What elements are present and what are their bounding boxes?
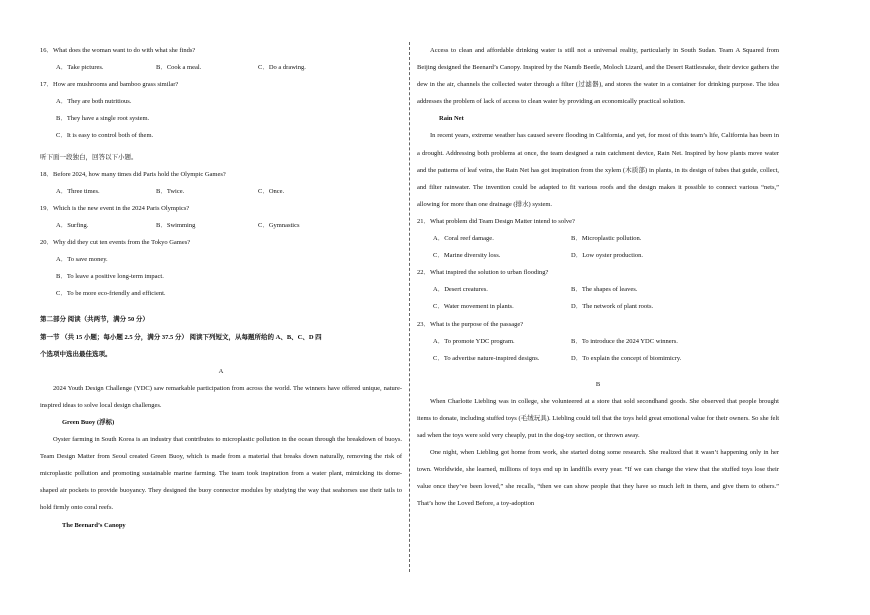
q21-options-ab <box>417 230 779 247</box>
q23-option-c: C．To advertise nature-inspired designs. <box>433 354 540 362</box>
q20-option-b: B．To leave a positive long-term impact. <box>56 273 164 281</box>
q17-option-c: C．It is easy to control both of them. <box>56 132 154 140</box>
q16-option-a: A．Take pictures. <box>56 64 104 72</box>
q16-stem: 16．What does the woman want to do with what she finds? <box>40 47 196 54</box>
q22-option-a: A．Desert creatures. <box>433 286 488 294</box>
q19-stem: 19．Which is the new event in the 2024 Paris Olympics? <box>40 204 190 212</box>
q19-option-c: C．Gymnastics <box>258 221 300 229</box>
passage-b-paragraph-2: One night, when Liebling got home from work, she started doing some research. She realized that it wasn’t happening only in her town. Worldwide, she learned, millions of toys end up in landfills every year. “If we can change the view that the stuffed toys lose their value once they’ve been loved,” she recalls, “then we can show people that they have so much left in them, and give them to others.” That’s how the Loved Before, a toy-adoption <box>417 449 779 508</box>
passage-a-intro: 2024 Youth Design Challenge (YDC) saw remarkable participation from across the world. The winners have offered unique, nature-inspired ideas to solve local design challenges. <box>40 384 402 409</box>
q20-option-a: A．To save money. <box>56 256 108 264</box>
q20-stem: 20．Why did they cut ten events from the Tokyo Games? <box>40 239 191 247</box>
q21-option-d: D．Low oyster production. <box>571 252 644 260</box>
q23-option-d: D．To explain the concept of biomimicry. <box>571 354 682 362</box>
q16-option-b: B．Cook a meal. <box>156 64 202 72</box>
listening-instruction: 听下面一段独白，回答以下小题。 <box>40 153 138 161</box>
q22-option-d: D．The network of plant roots. <box>571 303 654 311</box>
q22-option-b: B．The shapes of leaves. <box>571 286 638 294</box>
passage-b-label: B <box>595 380 601 388</box>
q23-option-a: A．To promote YDC program. <box>433 337 515 345</box>
q23-options-cd <box>417 350 779 367</box>
part2-title: 第二部分 阅读（共两节，满分 50 分） <box>40 316 149 324</box>
q22-stem: 22．What inspired the solution to urban flooding? <box>417 269 549 277</box>
beenard-canopy-text: Access to clean and affordable drinking water is still not a universal reality, particularly in South Sudan. Team A Squared from Beijing designed the Beenard’s Canopy. Inspired by the Namib Beetle, Moloch Lizard, and the Desert Rattlesnake, their device gathers the dew in the air, channels the collected water through a filter (过滤器), and stores the water in a container for drinking purpose. The idea addresses the problem of lack of access to clean water by providing an economically practical solution. <box>417 47 779 106</box>
q19-option-a: A．Surfing. <box>56 221 89 229</box>
q18-options <box>40 183 402 200</box>
q18-option-b: B．Twice. <box>156 187 185 195</box>
q17-option-a: A．They are both nutritious. <box>56 98 132 106</box>
q21-option-a: A．Coral reef damage. <box>433 235 494 243</box>
q19-option-b: B．Swimming <box>156 221 196 229</box>
right-column <box>417 42 779 513</box>
q16-options <box>40 59 402 76</box>
q18-option-c: C．Once. <box>258 187 285 195</box>
section1-instruction-line1: 第一节 （共 15 小题；每小题 2.5 分，满分 37.5 分） 阅读下列短文，从每题所给的 A、B、C、D 四 <box>40 333 322 341</box>
q22-option-c: C．Water movement in plants. <box>433 303 514 311</box>
q21-option-b: B．Microplastic pollution. <box>571 235 642 243</box>
q19-options <box>40 217 402 234</box>
rain-net-title: Rain Net <box>439 115 464 123</box>
q16-option-c: C．Do a drawing. <box>258 64 306 72</box>
q18-stem: 18．Before 2024, how many times did Paris hold the Olympic Games? <box>40 170 226 178</box>
passage-a-label: A <box>218 367 224 375</box>
q21-stem: 21．What problem did Team Design Matter intend to solve? <box>417 217 575 225</box>
q20-option-c: C．To be more eco-friendly and efficient. <box>56 290 166 298</box>
rain-net-text: In recent years, extreme weather has caused severe flooding in California, and yet, for most of this team’s life, California has been in a drought. Addressing both problems at once, the team designed a rain catchment device, Rain Net. Inspired by how plants move water and the patterns of leaf veins, the Rain Net has got inspiration from the xylem (木质部) in plants, in its design of tubes that guide, collect, and filter rainwater. The invention could be adapted to fit various roofs and the design makes it possible to connect various “nets,” allowing for more than one drainage (排水) system. <box>417 132 779 208</box>
left-column <box>40 42 402 534</box>
q22-options-cd <box>417 298 779 315</box>
q17-stem: 17．How are mushrooms and bamboo grass similar? <box>40 81 179 89</box>
q23-options-ab <box>417 333 779 350</box>
q21-options-cd <box>417 247 779 264</box>
green-buoy-title: Green Buoy (浮标) <box>62 418 115 426</box>
passage-b-paragraph-1: When Charlotte Liebling was in college, she volunteered at a store that sold secondhand goods. She observed that people brought items to donate, including stuffed toys (毛绒玩具). Liebling could tell that the toys held great emotional value for their owners. So she felt sad when the toys were sold very cheaply, put in the dog-toy section, or thrown away. <box>417 397 779 440</box>
q23-stem: 23．What is the purpose of the passage? <box>417 320 524 328</box>
beenard-canopy-title: The Beenard’s Canopy <box>62 521 126 529</box>
q23-option-b: B．To introduce the 2024 YDC winners. <box>571 337 678 345</box>
column-divider <box>409 42 410 572</box>
q22-options-ab <box>417 281 779 298</box>
green-buoy-text: Oyster farming in South Korea is an industry that contributes to microplastic pollution in the ocean through the breakdown of buoys. Team Design Matter from Seoul created Green Buoy, which is made from a material that breaks down naturally, removing the risk of microplastic pollution and promoting sustainable marine farming. The team took inspiration from a water plant, mimicking its dome-shaped air pockets to provide buoyancy. They designed the buoy connector modules by studying the way that seahorses use their tails to hold firmly onto coral reefs. <box>40 436 402 512</box>
section1-instruction-line2: 个选项中选出最佳选项。 <box>40 350 112 358</box>
q17-option-b: B．They have a single root system. <box>56 115 150 123</box>
q18-option-a: A．Three times. <box>56 187 100 195</box>
q21-option-c: C．Marine diversity loss. <box>433 252 501 260</box>
